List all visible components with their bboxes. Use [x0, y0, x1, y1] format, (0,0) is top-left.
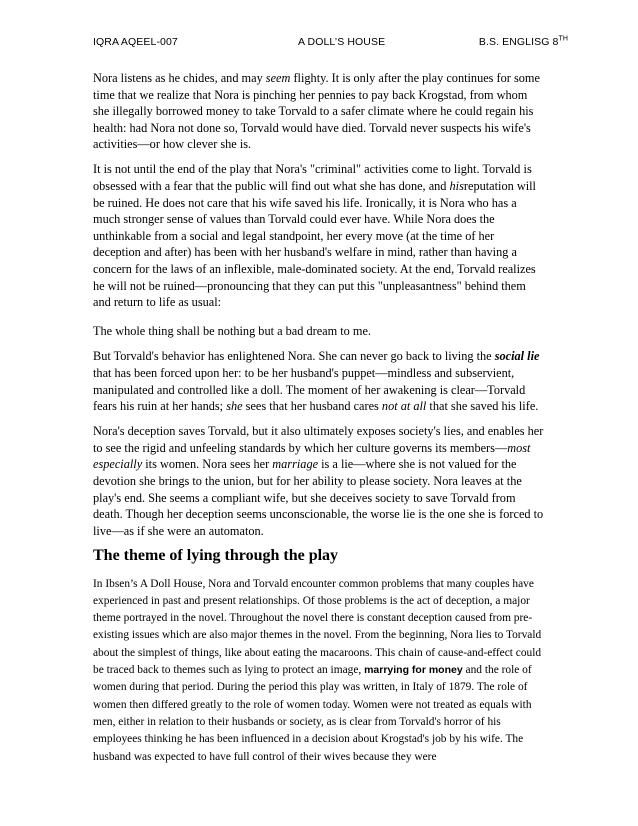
header-title: A DOLL’S HOUSE	[298, 36, 386, 48]
paragraph-4-text-b: that has been forced upon her: to be her husband's puppet—mindless and subservient, manipulated and controlled like a doll. The moment of her awakening is clear—Torvald fears his ruin at her hands;	[93, 366, 526, 414]
paragraph-1	[93, 70, 545, 153]
header-course-text: B.S. ENGLISG 8	[478, 36, 559, 48]
paragraph-4-emphasis-2: not at all	[381, 399, 427, 414]
paragraph-1-text-b: flighty. It is only after the play continues for some time that we realize that Nora is pinching her pennies to pay back Krogstad, from whom she illegally borrowed money to take Torvald to a safer climate where he could regain his health: had Nora not done so, Torvald would have died. Torvald never suspects his wife's activities—or how clever she is.	[93, 71, 540, 152]
paragraph-2-text-a: It is not until the end of the play that Nora's "criminal" activities come to light. Torvald is obsessed with a fear that the public will find out what she has done, and	[93, 162, 532, 194]
header-course	[479, 36, 568, 48]
header-course-ordinal: TH	[558, 35, 568, 43]
paragraph-4-strong: social lie	[494, 349, 540, 364]
essay-text-a: In Ibsen’s A Doll House, Nora and Torvald encounter common problems that many couples have experienced in past and present relationships. Of those problems is the act of deception, a major theme portrayed in the novel. Throughout the novel there is constant deception caused from pre-existing issues which are also major themes in the novel. From the beginning, Nora lies to Torvald about the simplest of things, like about eating the macaroons. This chain of cause-and-effect could be traced back to themes such as lying to protect an image,	[93, 577, 542, 677]
paragraph-2	[93, 161, 545, 310]
essay-text-b: and the role of women during that period. During the period this play was written, in Italy of 1879. The role of women then differed greatly to the role of women today. Women were not treated as equals with men, either in relation to their husbands or society, as is clear from Torvald's horror of his employees thinking he has been influenced in a decision about Krogstad's job by his wife. The husband was expected to have full control of their wives because they were	[93, 664, 532, 763]
paragraph-5-text-a: Nora's deception saves Torvald, but it also ultimately exposes society's lies, and enables her to see the rigid and unfeeling standards by which her culture governs its members—	[93, 424, 544, 455]
paragraph-4-emphasis-1: she	[226, 399, 243, 414]
essay-strong: marrying for money	[364, 664, 463, 677]
paragraph-5-emphasis-1: most especially	[93, 440, 531, 472]
paragraph-1-text-a: Nora listens as he chides, and may	[93, 71, 266, 85]
paragraph-1-emphasis: seem	[265, 71, 291, 85]
paragraph-2-emphasis: his	[449, 179, 464, 194]
document-body	[93, 70, 545, 774]
header-author: IQRA AQEEL-007	[93, 36, 178, 48]
paragraph-2-text-b: reputation will be ruined. He does not care that his wife saved his life. Ironically, it is Nora who has a much stronger sense of values than Torvald could ever have. While Nora does the unthinkable from a social and legal standpoint, her every move (at the time of her deception and after) has been with her husband's welfare in mind, rather than having a concern for the laws of an inflexible, male-dominated society. At the end, Torvald realizes he will not be ruined—pronouncing that they can put this "unpleasantness" behind them and return to life as usual:	[93, 179, 536, 310]
paragraph-5-emphasis-2: marriage	[272, 457, 319, 472]
paragraph-5-text-b: its women. Nora sees her	[142, 457, 273, 472]
paragraph-5	[93, 423, 545, 539]
section-heading: The theme of lying through the play	[93, 546, 339, 564]
paragraph-4-text-d: that she saved his life.	[426, 399, 539, 414]
essay-paragraph	[93, 576, 545, 766]
paragraph-4	[93, 348, 545, 414]
paragraph-4-text-a: But Torvald's behavior has enlightened Nora. She can never go back to living the	[93, 349, 495, 364]
paragraph-3-quote: The whole thing shall be nothing but a bad dream to me.	[93, 324, 371, 339]
paragraph-5-text-c: is a lie—where she is not valued for the devotion she brings to the union, but for her ability to please society. Nora leaves at the play's end. She seems a compliant wife, but she deceives society to save Torvald from death. Though her deception seems unconscionable, the worse lie is the one she is forced to live—as if she were an automaton.	[93, 457, 544, 538]
paragraph-4-text-c: sees that her husband cares	[242, 399, 382, 414]
